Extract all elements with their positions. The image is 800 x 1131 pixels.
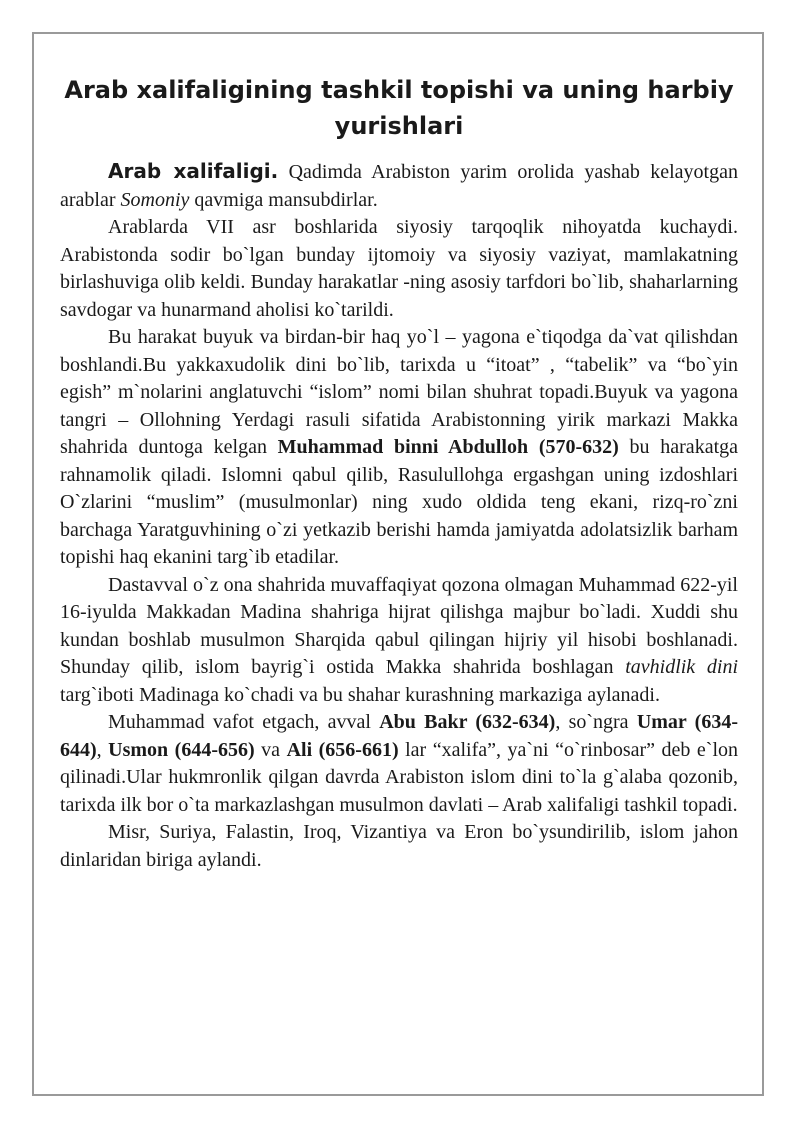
text-run: Abu Bakr (632-634) — [379, 711, 556, 733]
text-run: Umar (634-644) — [60, 711, 738, 761]
paragraph — [60, 819, 738, 874]
document-title: Arab xalifaligining tashkil topishi va uning harbiy yurishlari — [64, 76, 734, 140]
paragraph — [60, 214, 738, 324]
section-heading: Arab xalifaligi. — [108, 159, 279, 183]
text-run: Dastavval o`z ona shahrida muvaffaqiyat qozona olmagan Muhammad 622-yil 16-iyulda Makkadan Madina shahriga hijrat qilishga majbur bo`ladi. Xuddi shu kundan boshlab musulmon Sharqida qabul qilingan hijriy yil hisobi boshlanadi. Shunday qilib, islom bayrig`i ostida Makka shahrida boshlagan — [60, 573, 738, 678]
text-run: , — [96, 738, 109, 761]
text-run: Usmon (644-656) — [108, 738, 255, 761]
paragraph — [60, 572, 738, 710]
text-run: , so`ngra — [555, 711, 637, 733]
text-run: targ`iboti Madinaga ko`chadi va bu shahar kurashning markaziga aylanadi. — [60, 683, 660, 706]
paragraph — [60, 158, 738, 214]
text-run: Ali (656-661) — [286, 738, 399, 761]
document-body — [60, 72, 738, 874]
text-run: Bu harakat buyuk va birdan-bir haq yo`l – yagona e`tiqodga da`vat qilishdan boshlandi.Bu yakkaxudolik dini bo`lib, tarixda u “itoat” , “tabelik” va “bo`yin egish” m`nolarini anglatuvchi “islom” nomi bilan shuhrat topadi.Buyuk va yagona tangri – Ollohning Yerdagi rasuli sifatida Arabistonning yirik markazi Makka shahrida duntoga kelgan — [60, 326, 738, 458]
text-run: bu harakatga rahnamolik qiladi. Islomni qabul qilib, Rasulullohga ergashgan uning izdoshlari O`zlarini “muslim” (musulmonlar) ning xudo oldida teng ekani, rizq-ro`zni barchaga Yaratguvhining o`zi yetkazib berishi hamda jamiyatda adolatsizlik barham topishi haq ekanini targ`ib etadilar. — [60, 436, 738, 568]
text-run: Arablarda VII asr boshlarida siyosiy tarqoqlik nihoyatda kuchaydi. Arabistonda sodir bo`lgan bunday ijtomoiy va siyosiy vaziyat, mamlakatning birlashuviga olib keldi. Bunday harakatlar -ning asosiy tarfdori bo`lib, shaharlarning savdogar va hunarmand aholisi ko`tarildi. — [60, 216, 738, 321]
paragraph — [60, 324, 738, 572]
text-run: Somoniy — [120, 188, 190, 211]
text-run: Misr, Suriya, Falastin, Iroq, Vizantiya va Eron bo`ysundirilib, islom jahon dinlaridan biriga aylandi. — [60, 821, 738, 871]
text-run: va — [254, 738, 287, 761]
text-run: qavmiga mansubdirlar. — [189, 188, 378, 211]
text-run: Muhammad vafot etgach, avval — [108, 711, 380, 733]
paragraph — [60, 709, 738, 819]
text-run: Qadimda Arabiston yarim orolida yashab kelayotgan arablar — [60, 161, 738, 211]
text-run: tavhidlik dini — [625, 656, 738, 678]
text-run: Muhammad binni Abdulloh (570-632) — [277, 436, 619, 458]
text-run: lar “xalifa”, ya`ni “o`rinbosar” deb e`lon qilinadi.Ular hukmronlik qilgan davrda Arabiston islom dini to`la g`alaba qozonib, tarixda ilk bor o`ta markazlashgan musulmon davlati – Arab xalifaligi tashkil topadi. — [60, 738, 738, 816]
paragraph-list — [60, 158, 738, 874]
